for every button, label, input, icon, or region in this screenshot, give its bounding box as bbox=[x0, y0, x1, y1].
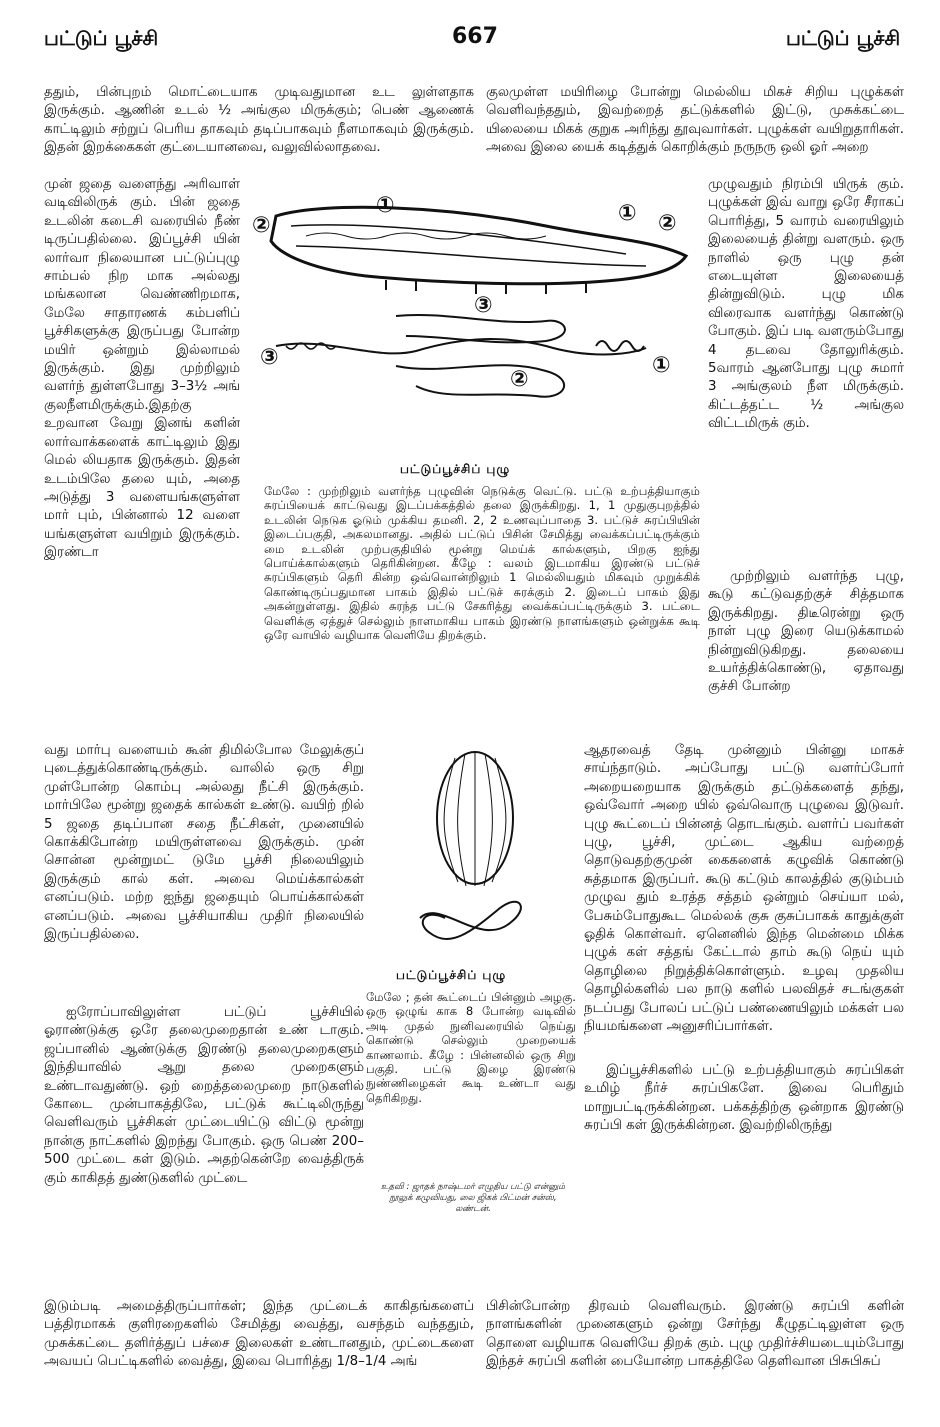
paragraph: ததும், பின்புறம் மொட்டையாக முடிவதுமான உட லுள்ளதாக இருக்கும். ஆணின் உடல் ½ அங்குல மிருக்கும்; பெண் ஆணைக் காட்டிலும் சற்றுப் பெரிய தாகவும் தடிப்பாகவும் நீளமாகவும் இருக்கும். இதன் இறக்கைகள் குட்டையானவை, வலுவில்லாதவை. bbox=[44, 85, 474, 156]
right-column-lower bbox=[584, 742, 904, 1037]
left-column-top bbox=[44, 84, 474, 158]
paragraph: இப்பூச்சிகளில் பட்டு உற்பத்தியாகும் சுரப்பிகள் உமிழ் நீர்ச் சுரப்பிகளே. இவை பெரிதும் மாறுபட்டிருக்கின்றன. பக்கத்திற்கு ஒன்றாக இரண்டு சுரப்பி கள் இருக்கின்றன. இவற்றிலிருந்து bbox=[584, 1063, 904, 1134]
silkworm-section-figure bbox=[246, 186, 700, 446]
right-column-top bbox=[486, 84, 904, 158]
paragraph: முன் ஜதை வளைந்து அரிவாள் வடிவிலிருக் கும். பின் ஜதை உடலின் கடைசி வரையில் நீண் டிருப்பதில்லை. இப்பூச்சி யின் லார்வா நிலையான பட்டுப்புழு சாம்பல் நிற மாக அல்லது மங்கலான வெண்ணிறமாக, மேலே சாதாரணக் கம்பளிப் பூச்சிகளுக்கு இருப்பது போன்ற மயிர் ஒன்றும் இல்லாமல் இருக்கும். இது முற்றிலும் வளர்ந் துள்ளபோது 3–3½ அங் குலநீளமிருக்கும்.இதற்கு உறவான வேறு இனங் களின் லார்வாக்களைக் காட்டிலும் இது மெல் லியதாக இருக்கும். இதன் உடம்பிலே தலை யும், அதை அடுத்து 3 வளையங்களுள்ள மார் பும், பின்னால் 12 வளை யங்களுள்ள வயிறும் இருக்கும். இரண்டா bbox=[44, 177, 240, 561]
callout-2: ② bbox=[658, 211, 677, 236]
figure-caption: பட்டுப்பூச்சிப் புழு bbox=[396, 968, 507, 982]
figure-caption: பட்டுப்பூச்சிப் புழு bbox=[400, 462, 511, 476]
paragraph: பிசின்போன்ற திரவம் வெளிவரும். இரண்டு சுரப்பி களின் நாளங்களின் முனைகளும் ஒன்று சேர்ந்து கீழுதட்டிலுள்ள ஒரு தொளை வழியாக வெளியே திறக் கும். புழு முதிர்ச்சியடையும்போது இந்தச் சுரப்பி களின் பையோன்ற பாகத்திலே தெளிவான பிசுபிசுப் bbox=[486, 1299, 904, 1370]
left-column-narrow bbox=[44, 176, 240, 563]
paragraph: ஆதரவைத் தேடி முன்னும் பின்னு மாகச் சாய்ந்தாடும். அப்போது பட்டு வளர்ப்போர் அறையறையாக இருக்கும் தட்டுக்களைத் தந்து, ஒவ்வோர் அறை யில் ஒவ்வொரு புழுவை இடுவர். புழு கூட்டைப் பின்னத் தொடங்கும். வளர்ப் பவர்கள் புழு, பூச்சி, முட்டை ஆகிய வற்றைத் தொடுவதற்குமுன் கைகளைக் கழுவிக் கொண்டு சுத்தமாக இருப்பர். கூடு கட்டும் காலத்தில் குடும்பம் முழுவ தும் உரத்த சத்தம் ஒன்றும் செய்யா மல், பேசும்போதுகூட மெல்லக் குசு குசுப்பாகக் காதுக்குள் ஓதிக் கொள்வர். ஏனெனில் இந்த மென்மை மிக்க புழுக் கள் சத்தங் கேட்டால் தாம் கூடு நெய் யும் தொழிலை நிறுத்திக்கொள்ளும். உழவு முதலிய தொழில்களில் பல நாடு களில் பலவிதச் சடங்குகள் நடப்பது போலப் பட்டுப் பண்ணையிலும் மக்கள் பல நியமங்களை அனுசரிப்பார்கள். bbox=[584, 743, 904, 1035]
paragraph: முழுவதும் நிரம்பி யிருக் கும். புழுக்கள் இவ் வாறு ஒரே சீராகப் பொரித்து, 5 வாரம் வரையிலும் இலையைத் தின்று வளரும். ஒரு நாளில் ஒரு புழு தன் எடையுள்ள இலையைத் தின்றுவிடும். புழு மிக விரைவாக வளர்ந்து கொண்டு போகும். இப் படி வளரும்போது 4 தடவை தோலுரிக்கும். 5வாரம் ஆனபோது புழு சுமார் 3 அங்குலம் நீள மிருக்கும். கிட்டத்தட்ட ½ அங்குல விட்டமிருக் கும். bbox=[708, 177, 904, 432]
paragraph: குலமுள்ள மயிரிழை போன்று மெல்லிய மிகச் சிறிய புழுக்கள் வெளிவந்ததும், இவற்றைத் தட்டுக்களில் இட்டு, முசுக்கட்டை யிலையை மிகக் குறுக அரிந்து தூவுவார்கள். புழுக்கள் வயிறுதாரிகள். அவை இலை யைக் கடித்துக் கொறிக்கும் நருநரு ஒலி ஓர் அறை bbox=[486, 85, 904, 156]
right-column-para3 bbox=[584, 1062, 904, 1136]
figure-description: மேலே : முற்றிலும் வளர்ந்த புழுவின் நெடுக்கு வெட்டு. பட்டு உற்பத்தியாகும் சுரப்பியைக் காட்டுவது இடப்பக்கத்தில் தலை இருக்கிறது. 1, 1 முதுகுபுறத்தில் உடலின் நெடுக ஓடும் முக்கிய தமனி. 2, 2 உணவுப்பாதை 3. பட்டுச் சுரப்பியின் இடைப்பகுதி, அகலமானது. அதில் பட்டுப் பிசின் சேமித்து வைக்கப்பட்டிருக்கும் மை உடலின் முற்பகுதியில் மூன்று மெய்க் கால்களும், பிறகு ஐந்து பொய்க்கால்களும் தெரிகின்றன. கீழே : வலம் இடமாகிய இரண்டு பட்டுச் சுரப்பிகளும் தெரி கின்ற ஒவ்வொன்றிலும் 1 மெல்லியதும் மிகவும் முறுக்கிக் கொண்டிருப்பதுமான பாகம் இதில் பட்டுச் சுரக்கும் 2. இடைப் பாகம் இது அகன்றுள்ளது. இதில் சுரந்த பட்டு சேகரித்து வைக்கப்பட்டிருக்கும் 3. பட்டை வெளிக்கு ஏத்துச் செல்லும் நாளமாகிய பாகம் இரண்டு நாளங்களும் ஒன்றுக்க கூடி ஒரே வாயில் வழியாக வெளியே திறக்கும். bbox=[264, 484, 700, 643]
right-column-para2 bbox=[708, 568, 904, 697]
callout-1: ① bbox=[652, 353, 671, 378]
callout-1: ① bbox=[376, 193, 395, 218]
callout-2: ② bbox=[252, 213, 271, 238]
figure-description: மேலே ; தன் கூட்டைப் பின்னும் அழகு. ஒரு ஒழுங் காக 8 போன்ற வடிவில் அடி முதல் நுனிவரையில் நெய்து கொண்டு செல்லும் முறையைக் காணலாம். கீழே : பின்னலில் ஒரு சிறு பகுதி. பட்டு இழை இரண்டு நுண்ணிழைகள் கூடி உண்டா வது தெரிகிறது. bbox=[366, 990, 576, 1105]
callout-3: ③ bbox=[474, 293, 493, 318]
right-column-narrow bbox=[708, 176, 904, 434]
left-column-final bbox=[44, 1298, 474, 1372]
left-column-para2 bbox=[44, 1004, 364, 1188]
paragraph: ஐரோப்பாவிலுள்ள பட்டுப் பூச்சியில் ஓராண்டுக்கு ஒரே தலைமுறைதான் உண் டாகும். ஜப்பானில் ஆண்டுக்கு இரண்டு தலைமுறைகளும் இந்தியாவில் ஆறு தலை முறைகளும் உண்டாவதுண்டு. ஒற் றைத்தலைமுறை நாடுகளில் கோடை முன்பாகத்திலே, பட்டுக் கூட்டிலிருந்து வெளிவரும் பூச்சிகள் முட்டையிட்டு விட்டு மூன்று நான்கு நாட்களில் இறந்து போகும். ஒரு பெண் 200–500 முட்டை கள் இடும். அதற்கென்றே வைத்திருக் கும் காகிதத் துண்டுகளில் முட்டை bbox=[44, 1005, 364, 1186]
callout-1: ① bbox=[618, 201, 637, 226]
figure-credit: உதவி : ஜாதக் நாஷ்டமர் எழுதிய பட்டு என்னும் நூலுக் கழுவியது, லை ஜிகக் பிட்மன் சன்ஸ், லண்டன். bbox=[380, 1182, 566, 1214]
cocoon-figure bbox=[400, 748, 550, 966]
running-header-left: பட்டுப் பூச்சி bbox=[44, 26, 159, 50]
right-column-final bbox=[486, 1298, 904, 1372]
running-header-right: பட்டுப் பூச்சி bbox=[786, 26, 901, 50]
callout-3: ③ bbox=[260, 345, 279, 370]
callout-2: ② bbox=[510, 367, 529, 392]
paragraph: முற்றிலும் வளர்ந்த புழு, கூடு கட்டுவதற்குச் சித்தமாக இருக்கிறது. திடீரென்று ஒரு நாள் புழு இரை யெடுக்காமல் நின்றுவிடுகிறது. தலையை உயர்த்திக்கொண்டு, ஏதாவது குச்சி போன்ற bbox=[708, 569, 904, 695]
paragraph: வது மார்பு வளையம் கூன் திமில்போல மேலுக்குப் புடைத்துக்கொண்டிருக்கும். வாலில் ஒரு சிறு முள்போன்ற கொம்பு அல்லது நீட்சி இருக்கும். மார்பிலே மூன்று ஜதைக் கால்கள் உண்டு. வயிற் றில் 5 ஜதை தடிப்பான சதை நீட்சிகள், முனையில் கொக்கிபோன்ற மயிருள்ளவை இருக்கும். முன் சொன்ன மூன்றுமட் டுமே பூச்சி நிலையிலும் இருக்கும் கால் கள். அவை மெய்க்கால்கள் எனப்படும். மற்ற ஐந்து ஜதையும் பொய்க்கால்கள் எனப்படும். அவை பூச்சியாகிய முதிர் நிலையில் இருப்பதில்லை. bbox=[44, 743, 364, 943]
page-number: 667 bbox=[452, 24, 498, 49]
paragraph: இடும்படி அமைத்திருப்பார்கள்; இந்த முட்டைக் காகிதங்களைப் பத்திரமாகக் குளிரறைகளில் சேமித்து வைத்து, வசந்தம் வந்ததும், முசுக்கட்டை தளிர்த்துப் பச்சை இலைகள் உண்டானதும், முட்டைகளை அவயப் பெட்டிகளில் வைத்து, இவை பொரித்து 1/8–1/4 அங் bbox=[44, 1299, 474, 1370]
